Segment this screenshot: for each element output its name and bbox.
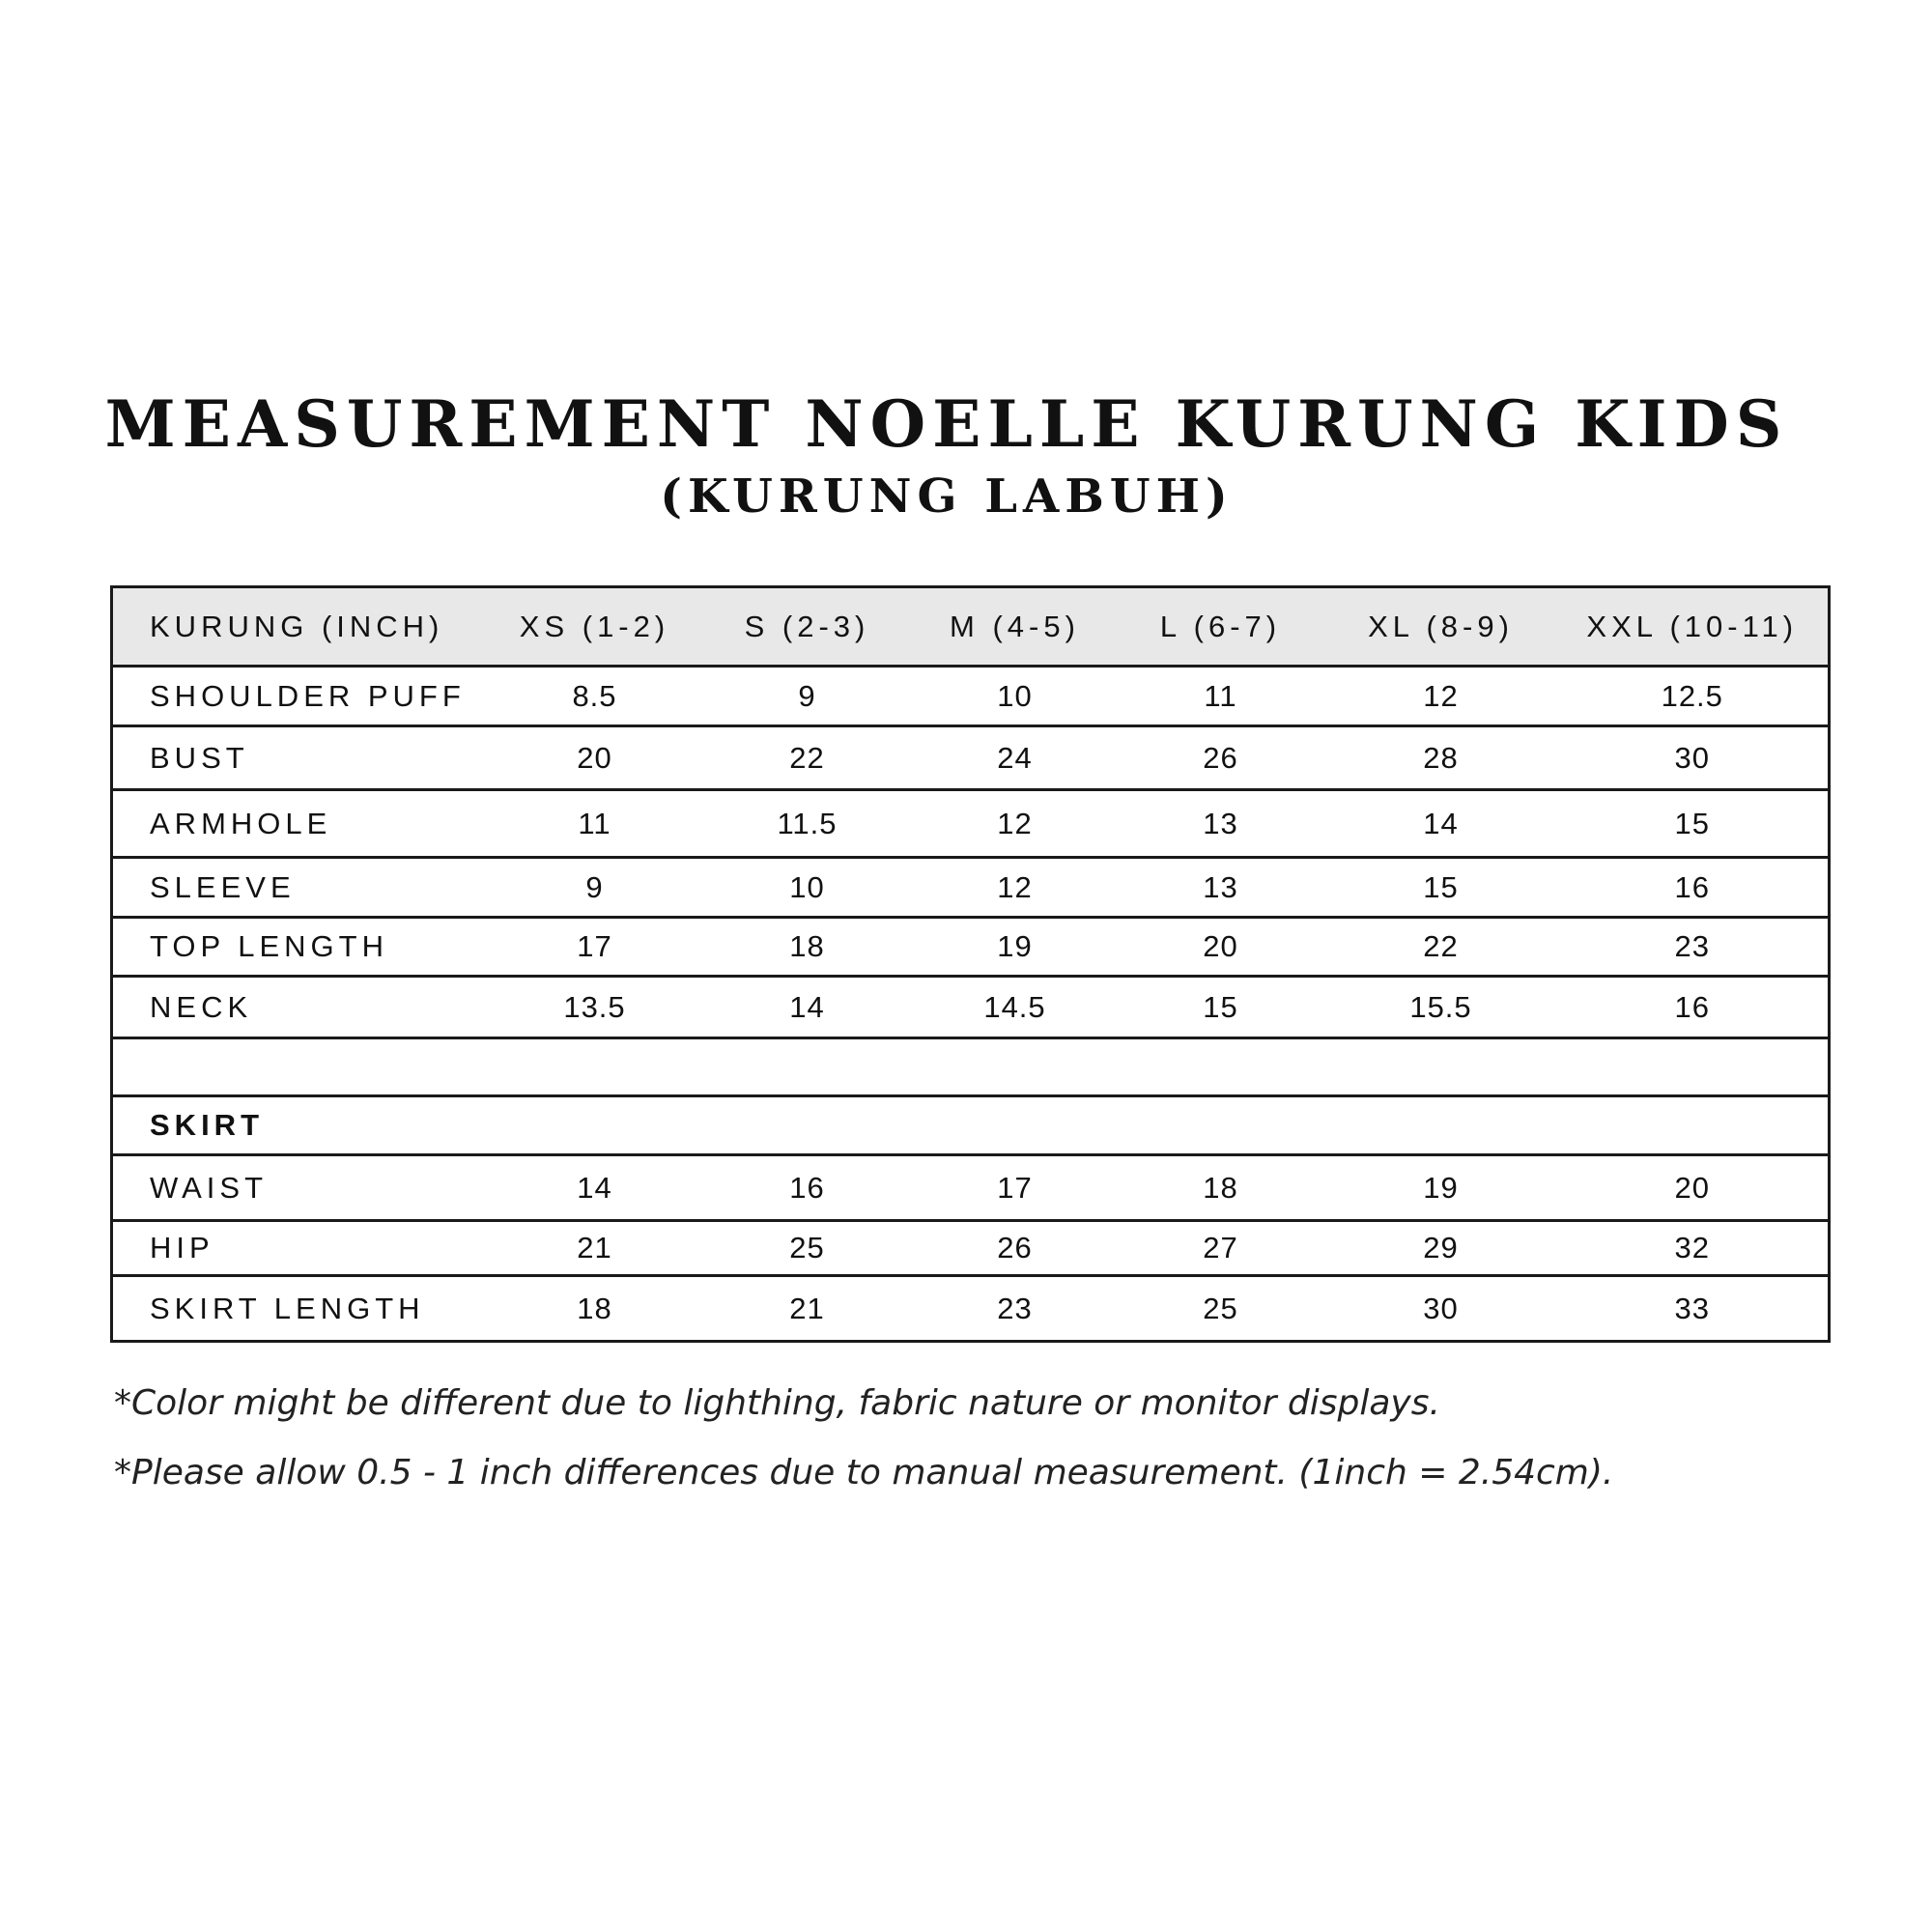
header-cell-kurung-inch: KURUNG (INCH) [112,587,489,667]
table-cell: 20 [1117,918,1325,977]
table-cell: 11 [1117,667,1325,726]
page-subtitle: (KURUNG LABUH) [660,469,1234,524]
table-cell: 11 [489,790,701,858]
table-cell: 11.5 [701,790,914,858]
table-cell: 16 [1557,858,1830,918]
table-cell: 19 [1325,1155,1557,1221]
table-cell: 18 [1117,1155,1325,1221]
table-cell: 17 [914,1155,1117,1221]
table-cell: 24 [914,726,1117,790]
row-label: TOP LENGTH [112,918,489,977]
table-cell: 10 [701,858,914,918]
table-row-top-length [112,918,1830,977]
table-cell: 19 [914,918,1117,977]
table-cell: 13 [1117,790,1325,858]
table-cell: 10 [914,667,1117,726]
table-cell: 12 [914,858,1117,918]
row-label: WAIST [112,1155,489,1221]
header-cell-xs: XS (1-2) [489,587,701,667]
note-color-disclaimer: *Color might be different due to lighthing, fabric nature or monitor displays. [114,1383,1440,1423]
table-cell: 22 [1325,918,1557,977]
table-cell: 28 [1325,726,1557,790]
table-cell: 9 [701,667,914,726]
table-cell: 15 [1557,790,1830,858]
table-cell: 30 [1325,1276,1557,1342]
table-row-armhole [112,790,1830,858]
table-row-hip [112,1221,1830,1276]
header-cell-l: L (6-7) [1117,587,1325,667]
table-cell: 21 [701,1276,914,1342]
table-cell: 13 [1117,858,1325,918]
row-label: SLEEVE [112,858,489,918]
header-cell-m: M (4-5) [914,587,1117,667]
row-label: NECK [112,977,489,1038]
row-label: SHOULDER PUFF [112,667,489,726]
table-cell: 15 [1325,858,1557,918]
table-cell: 20 [1557,1155,1830,1221]
table-cell: 12 [1325,667,1557,726]
table-cell: 33 [1557,1276,1830,1342]
table-cell: 26 [914,1221,1117,1276]
table-row-skirt-section [112,1096,1830,1155]
table-cell: 14.5 [914,977,1117,1038]
table-row-sleeve [112,858,1830,918]
table-row-shoulder-puff [112,667,1830,726]
table-row-waist [112,1155,1830,1221]
table-cell: 13.5 [489,977,701,1038]
table-cell: 22 [701,726,914,790]
table-cell: 16 [1557,977,1830,1038]
table-cell: 16 [701,1155,914,1221]
page-title: MEASUREMENT NOELLE KURUNG KIDS [104,386,1789,462]
table-cell: 18 [489,1276,701,1342]
table-cell: 14 [489,1155,701,1221]
table-cell: 21 [489,1221,701,1276]
row-label: SKIRT LENGTH [112,1276,489,1342]
table-cell: 26 [1117,726,1325,790]
table-cell: 9 [489,858,701,918]
table-cell: 23 [1557,918,1830,977]
table-cell: 12.5 [1557,667,1830,726]
table-cell: 15 [1117,977,1325,1038]
table-cell: 15.5 [1325,977,1557,1038]
table-cell: 25 [1117,1276,1325,1342]
table-cell: 29 [1325,1221,1557,1276]
header-cell-s: S (2-3) [701,587,914,667]
note-measurement-tolerance: *Please allow 0.5 - 1 inch differences due to manual measurement. (1inch = 2.54cm). [114,1453,1614,1492]
table-cell: 17 [489,918,701,977]
section-title-skirt: SKIRT [112,1096,1830,1155]
table-cell: 30 [1557,726,1830,790]
empty-cell [112,1038,1830,1096]
table-cell: 32 [1557,1221,1830,1276]
table-header-row [112,587,1830,667]
row-label: HIP [112,1221,489,1276]
table-cell: 27 [1117,1221,1325,1276]
table-cell: 14 [1325,790,1557,858]
row-label: BUST [112,726,489,790]
table-cell: 18 [701,918,914,977]
size-chart-table [110,585,1831,1343]
table-cell: 12 [914,790,1117,858]
table-cell: 25 [701,1221,914,1276]
header-cell-xl: XL (8-9) [1325,587,1557,667]
table-row-spacer [112,1038,1830,1096]
table-cell: 23 [914,1276,1117,1342]
header-cell-xxl: XXL (10-11) [1557,587,1830,667]
table-cell: 20 [489,726,701,790]
table-cell: 14 [701,977,914,1038]
table-row-skirt-length [112,1276,1830,1342]
table-row-neck [112,977,1830,1038]
table-cell: 8.5 [489,667,701,726]
row-label: ARMHOLE [112,790,489,858]
table-row-bust [112,726,1830,790]
